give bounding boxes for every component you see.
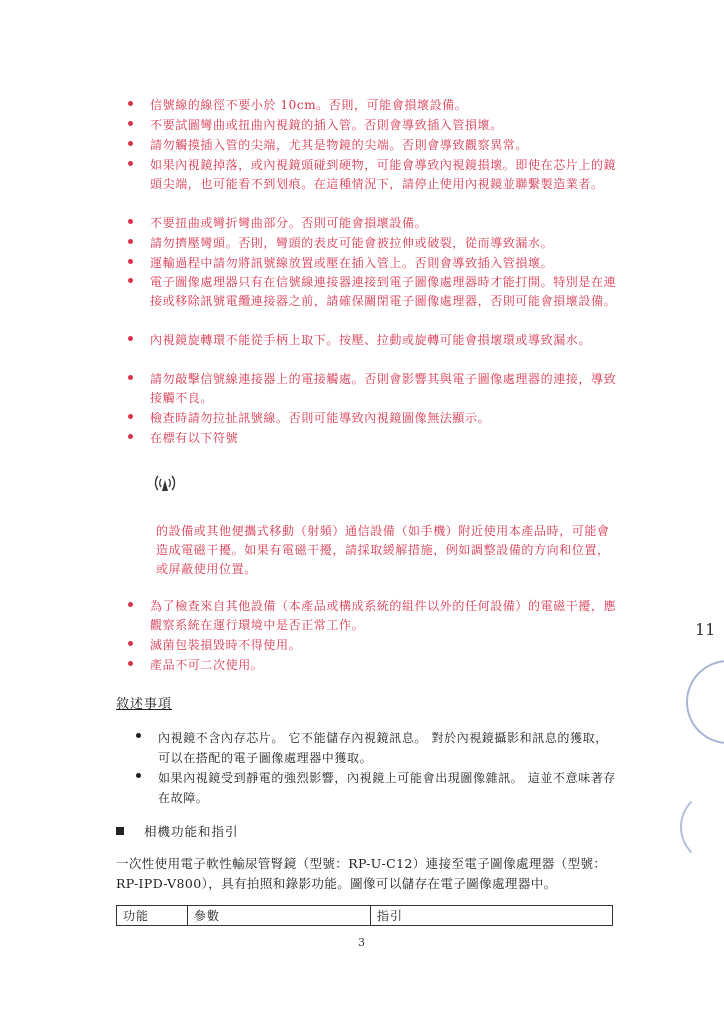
bullet-icon [128,375,133,380]
bullet-icon [128,259,133,264]
warning-text: 不要試圖彎曲或扭曲內視鏡的插入管。否則會導致插入管損壞。 [150,118,503,132]
seal-stamp [686,660,724,744]
notes-heading: 敘述事項 [116,697,173,712]
note-text: 如果內視鏡受到靜電的強烈影響，內視鏡上可能會出現圖像雜訊。 這並不意味著存在故障。 [158,771,617,805]
warning-text: 內視鏡旋轉環不能從手柄上取下。按壓、拉動或旋轉可能會損壞環或導致漏水。 [150,333,592,347]
warning-text: 運輸過程中請勿將訊號線放置或壓在插入管上。否則會導致插入管損壞。 [150,256,554,270]
bullet-icon [128,414,133,419]
table-header: 指引 [371,906,613,926]
warning-text: 信號線的線徑不要小於 10cm。否則，可能會損壞設備。 [150,98,468,112]
bullet-icon [128,239,133,244]
bullet-icon [128,121,133,126]
page-number: 3 [358,936,365,949]
bullet-icon [128,602,133,607]
table-header: 功能 [117,906,188,926]
seal-stamp-partial [680,790,724,864]
warning-text: 在標有以下符號 [150,431,239,445]
bullet-icon [128,141,133,146]
warning-text: 不要扭曲或彎折彎曲部分。否則可能會損壞設備。 [150,216,428,230]
bullet-icon [128,101,133,106]
note-text: 內視鏡不含內存芯片。 它不能儲存內視鏡訊息。 對於內視鏡攝影和訊息的獲取，可以在搭配的電子圖像處理器中獲取。 [158,731,608,765]
bullet-icon [128,219,133,224]
square-bullet-icon [116,827,124,835]
warning-text: 如果內視鏡掉落，或內視鏡頭碰到硬物，可能會導致內視鏡損壞。即使在芯片上的鏡頭尖端，也可能看不到划痕。在這種情況下，請停止使用內視鏡並聯繫製造業者。 [150,158,617,191]
warning-text: 請勿觸摸插入管的尖端，尤其是物鏡的尖端。否則會導致觀察異常。 [150,138,529,152]
camera-paragraph: 一次性使用電子軟性輸尿管腎鏡（型號：RP-U-C12）連接至電子圖像處理器（型號：RP-IPD-V800），具有拍照和錄影功能。圖像可以儲存在電子圖像處理器中。 [116,856,607,891]
symbol-paragraph: 的設備或其他便攜式移動（射頻）通信設備（如手機）附近使用本產品時，可能會造成電磁干擾。如果有電磁干擾，請採取緩解措施，例如調整設備的方向和位置，或屏蔽使用位置。 [156,524,610,576]
bullet-icon [128,661,133,666]
warning-text: 產品不可二次使用。 [150,658,264,672]
bullet-icon [136,773,141,778]
edge-page-number: 11 [695,620,716,639]
warning-text: 電子圖像處理器只有在信號線連接器連接到電子圖像處理器時才能打開。特別是在連接或移除訊號電纜連接器之前，請確保關閉電子圖像處理器，否則可能會損壞設備。 [150,275,617,308]
bullet-icon [128,161,133,166]
bullet-icon [128,336,133,341]
bullet-icon [128,434,133,439]
warning-text: 滅菌包裝損毀時不得使用。 [150,638,302,652]
warning-text: 請勿擠壓彎頭。否則，彎頭的表皮可能會被拉伸或破裂，從而導致漏水。 [150,236,554,250]
bullet-icon [136,733,141,738]
warning-text: 檢查時請勿拉扯訊號線。否則可能導致內視鏡圖像無法顯示。 [150,411,491,425]
table-header: 參數 [188,906,371,926]
table-header-row [117,906,613,926]
bullet-icon [128,641,133,646]
camera-heading: 相機功能和指引 [144,824,239,839]
warning-text: 請勿敲擊信號線連接器上的電接觸處。否則會影響其與電子圖像處理器的連接，導致接觸不良。 [150,372,617,405]
warning-text: 為了檢查來自其他設備（本產品或構成系統的組件以外的任何設備）的電磁干擾，應觀察系統在運行環境中是否正常工作。 [150,599,617,632]
bullet-icon [128,278,133,283]
function-table [116,905,613,926]
non-ionizing-radiation-icon [152,472,178,494]
